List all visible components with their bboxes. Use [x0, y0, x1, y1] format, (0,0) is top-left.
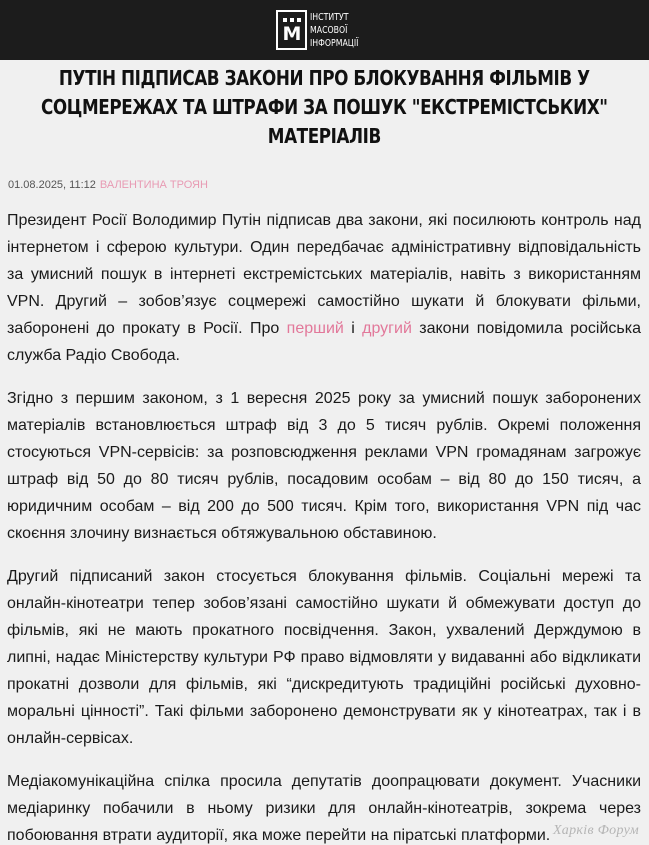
- paragraph-3: Другий підписаний закон стосується блокування фільмів. Соціальні мережі та онлайн-кінотеатри тепер зобов’язані самостійно шукати й обмежувати доступ до фільмів, які не мають прокатного посвідчення. Закон, ухвалений Держдумою в липні, надає Міністерству культури РФ право відмовляти у видаванні або відкликати прокатні дозволи для фільмів, які “дискредитують традиційні російські духовно-моральні цінності”. Такі фільми заборонено демонструвати як у кінотеатрах, так і в онлайн-сервісах.: [7, 568, 641, 747]
- link-second-law[interactable]: другий: [362, 320, 412, 337]
- paragraph-1: [7, 207, 641, 369]
- paragraph-text: Президент Росії Володимир Путін підписав два закони, які посилюють контроль над інтернетом і сферою культури. Один передбачає адміністративну відповідальність за умисний пошук в інтернеті екстремістських матеріалів, навіть з використанням VPN. Другий – зобов’язує соцмережі самостійно шукати й блокувати фільми, заборонені до прокату в Росії. Про: [7, 212, 641, 337]
- logo-line-1: ІНСТИТУТ: [310, 11, 349, 23]
- article-meta: [0, 178, 649, 192]
- logo-dots: [278, 18, 305, 22]
- paragraph-text: закони повідомила російська служба Радіо Свобода.: [7, 320, 641, 364]
- logo-wordmark: [310, 11, 358, 50]
- paragraph-4: Медіакомунікаційна спілка просила депутатів доопрацювати документ. Учасники медіаринку побачили в ньому ризики для онлайн-кінотеатрів, зокрема через побоювання втрати аудиторії, яка може перейти на піратські платформи.: [7, 773, 641, 844]
- publish-date: 01.08.2025, 11:12: [8, 179, 96, 191]
- site-header: [0, 0, 649, 60]
- logo-mark-icon: [276, 10, 307, 50]
- article-title: [0, 60, 649, 151]
- logo-line-3: ІНФОРМАЦІЇ: [310, 37, 359, 49]
- paragraph-2: Згідно з першим законом, з 1 вересня 2025 року за умисний пошук заборонених матеріалів встановлюється штраф від 3 до 5 тисяч рублів. Окремі положення стосуються VPN-сервісів: за розповсюдження реклами VPN громадянам загрожує штраф від 50 до 80 тисяч рублів, посадовим особам – від 80 до 150 тисяч, а юридичним особам – від 200 до 500 тисяч. Крім того, використання VPN під час скоєння злочину визнається обтяжувальною обставиною.: [7, 390, 641, 542]
- watermark: Харків Форум: [552, 823, 639, 838]
- paragraph-text: і: [343, 320, 363, 337]
- logo-letter: М: [282, 23, 302, 45]
- article-body: [0, 207, 649, 845]
- article: [0, 60, 649, 845]
- article-title-text: ПУТІН ПІДПИСАВ ЗАКОНИ ПРО БЛОКУВАННЯ ФІЛЬМІВ У СОЦМЕРЕЖАХ ТА ШТРАФИ ЗА ПОШУК "ЕКСТРЕМІСТСЬКИХ" МАТЕРІАЛІВ: [41, 66, 608, 148]
- logo-line-2: МАСОВОЇ: [310, 24, 348, 36]
- link-first-law[interactable]: перший: [286, 320, 344, 337]
- site-logo[interactable]: [276, 10, 372, 50]
- author-link[interactable]: ВАЛЕНТИНА ТРОЯН: [99, 179, 208, 191]
